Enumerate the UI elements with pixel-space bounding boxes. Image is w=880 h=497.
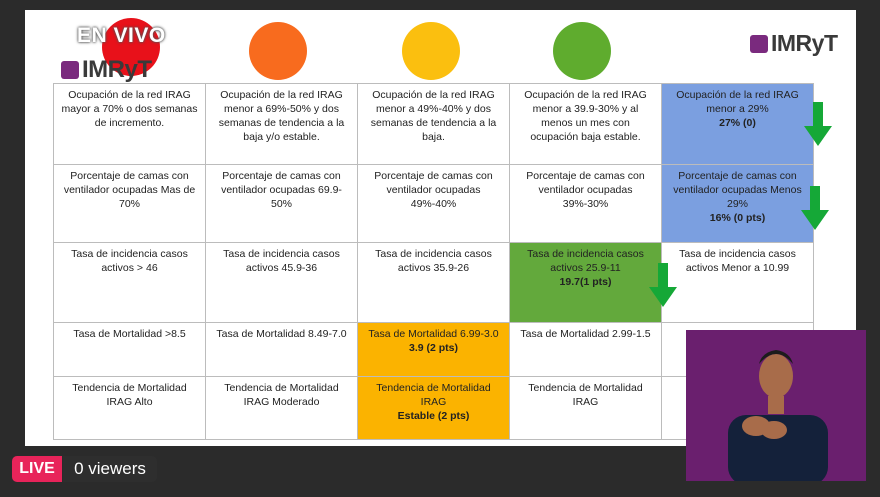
arrow-down-icon (804, 102, 832, 146)
table-cell: Ocupación de la red IRAG menor a 39.9-30% y al menos un mes con ocupación baja estable. (510, 84, 662, 165)
arrow-down-icon (649, 263, 677, 307)
table-cell: Tendencia de Mortalidad IRAG Moderado (206, 377, 358, 440)
logo-left (61, 56, 152, 84)
value-ocupacion: 27% (0) (719, 117, 756, 129)
interpreter-figure (686, 330, 866, 481)
value-mortalidad: 3.9 (2 pts) (408, 342, 458, 354)
imryt-logo-icon (750, 35, 768, 53)
value-tendencia: Estable (2 pts) (397, 410, 470, 422)
table-cell: Tasa de incidencia casos activos Menor a 10.99 (662, 243, 814, 323)
logo-right-text: IMRyT (771, 30, 838, 56)
yellow-indicator (402, 22, 460, 80)
table-cell-highlight: Ocupación de la red IRAG menor a 29% 27% (0) (662, 84, 814, 165)
table-cell: Tasa de Mortalidad 2.99-1.5 (510, 323, 662, 377)
table-cell: Tendencia de Mortalidad IRAG (510, 377, 662, 440)
value-ventilador: 16% (0 pts) (709, 212, 766, 224)
table-cell-highlight: Tasa de Mortalidad 6.99-3.0 3.9 (2 pts) (358, 323, 510, 377)
table-cell: Ocupación de la red IRAG mayor a 70% o dos semanas de incremento. (54, 84, 206, 165)
table-cell-highlight: Tasa de incidencia casos activos 25.9-11 19.7(1 pts) (510, 243, 662, 323)
table-cell: Tendencia de Mortalidad IRAG Alto (54, 377, 206, 440)
table-row (54, 84, 814, 165)
table-cell: Porcentaje de camas con ventilador ocupadas 39%-30% (510, 165, 662, 243)
table-cell: Tasa de incidencia casos activos 35.9-26 (358, 243, 510, 323)
sign-language-interpreter (686, 330, 866, 481)
green-indicator (553, 22, 611, 80)
table-cell: Ocupación de la red IRAG menor a 69%-50% y dos semanas de tendencia a la baja y/o estable. (206, 84, 358, 165)
table-cell: Tasa de Mortalidad 8.49-7.0 (206, 323, 358, 377)
table-cell: Porcentaje de camas con ventilador ocupadas 69.9-50% (206, 165, 358, 243)
logo-left-text: IMRyT (82, 56, 152, 83)
arrow-down-icon (801, 186, 829, 230)
table-cell: Porcentaje de camas con ventilador ocupadas 49%-40% (358, 165, 510, 243)
orange-indicator (249, 22, 307, 80)
table-row (54, 243, 814, 323)
viewer-count: 0 viewers (63, 456, 157, 482)
en-vivo-label: EN VIVO (77, 24, 166, 47)
value-incidencia: 19.7(1 pts) (559, 276, 612, 288)
table-cell: Tasa de incidencia casos activos 45.9-36 (206, 243, 358, 323)
table-cell: Porcentaje de camas con ventilador ocupadas Mas de 70% (54, 165, 206, 243)
table-cell-highlight: Porcentaje de camas con ventilador ocupadas Menos 29% 16% (0 pts) (662, 165, 814, 243)
live-badge: LIVE (12, 456, 62, 482)
table-cell: Tasa de Mortalidad >8.5 (54, 323, 206, 377)
table-cell: Tasa de incidencia casos activos > 46 (54, 243, 206, 323)
table-cell: Ocupación de la red IRAG menor a 49%-40% y dos semanas de tendencia a la baja. (358, 84, 510, 165)
logo-right (750, 30, 838, 57)
table-row (54, 165, 814, 243)
table-cell-highlight: Tendencia de Mortalidad IRAG Estable (2 pts) (358, 377, 510, 440)
imryt-logo-icon (61, 61, 79, 79)
